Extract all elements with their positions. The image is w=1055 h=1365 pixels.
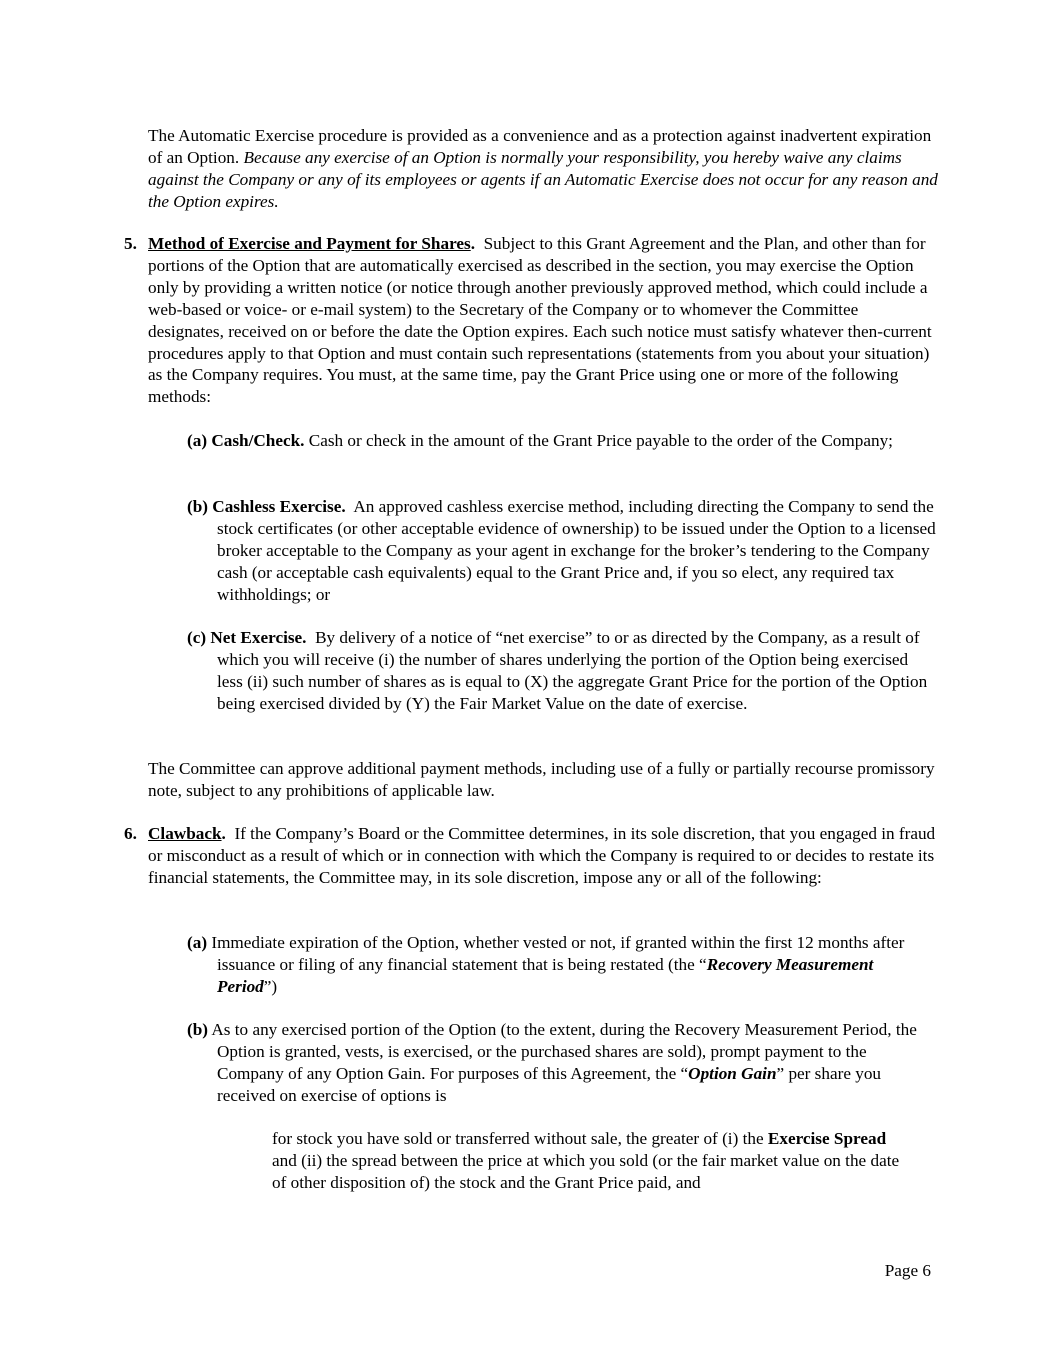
- item-text: Cash or check in the amount of the Grant Price payable to the order of the Company;: [308, 431, 893, 450]
- item-immediate-expiration: (a) Immediate expiration of the Option, whether vested or not, if granted within the first 12 months after issuance or filing of any financial statement that is being restated (the “Recovery Measurement Period”): [187, 933, 905, 996]
- item-label: (b) Cashless Exercise.: [187, 497, 346, 516]
- page-number: Page 6: [884, 1261, 931, 1280]
- item-label: (a): [187, 933, 208, 952]
- defined-term: Option Gain: [688, 1063, 777, 1083]
- section-6-heading: Clawback: [148, 824, 222, 843]
- intro-paragraph: [148, 125, 938, 213]
- section-6-paragraph: Clawback. If the Company’s Board or the Committee determines, in its sole discretion, that you engaged in fraud or misconduct as a result of which or in connection with which the Company is required to or decides to restate its financial statements, the Committee may, in its sole discretion, impose any or all of the following:: [148, 824, 936, 887]
- section-6-number: 6.: [124, 824, 137, 843]
- intro-italic: Because any exercise of an Option is normally your responsibility, you hereby waive any claims against the Company or any of its employees or agents if an Automatic Exercise does not occur for any reason and the Option expires.: [148, 147, 938, 211]
- item-text: An approved cashless exercise method, including directing the Company to send the stock certificates (or other acceptable evidence of ownership) to be issued under the Option to a licensed broker acceptable to the Company as your agent in exchange for the broker’s tendering to the Company cash (or acceptable cash equivalents) equal to the Grant Price and, if you so elect, any required tax withholdings; or: [217, 497, 936, 604]
- item-label: (a) Cash/Check.: [187, 431, 305, 450]
- item-cash-check: [187, 430, 937, 452]
- section-6-body: If the Company’s Board or the Committee determines, in its sole discretion, that you engaged in fraud or misconduct as a result of which or in connection with which the Company is required to or decides to restate its financial statements, the Committee may, in its sole discretion, impose any or all of the following:: [148, 824, 936, 887]
- item-net-exercise: [187, 627, 937, 715]
- section-5-paragraph: Method of Exercise and Payment for Shares. Subject to this Grant Agreement and the Plan, and other than for portions of the Option that are automatically exercised as described in the section, you may exercise the Option only by providing a written notice (or notice through another previously approved method, which could include a web-based or voice- or e-mail system) to the Secretary of the Company or to whomever the Committee designates, received on or before the date the Option expires. Each such notice must satisfy whatever then-current procedures apply to that Option and must contain such representations (statements from you about your situation) as the Company requires. You must, at the same time, pay the Grant Price using one or more of the following methods:: [148, 234, 932, 407]
- item-text: By delivery of a notice of “net exercise” to or as directed by the Company, as a result of which you will receive (i) the number of shares underlying the portion of the Option being exercised less (ii) such number of shares as is equal to (X) the aggregate Grant Price for the portion of the Option being exercised divided by (Y) the Fair Market Value on the date of exercise.: [217, 628, 928, 713]
- item-cashless-exercise: [187, 496, 937, 606]
- item-label: (b): [187, 1020, 209, 1039]
- defined-term: Exercise Spread: [767, 1129, 887, 1148]
- section-5-body: Subject to this Grant Agreement and the Plan, and other than for portions of the Option that are automatically exercised as described in the section, you may exercise the Option only by providing a written notice (or notice through another previously approved method, which could include a web-based or voice- or e-mail system) to the Secretary of the Company or to whomever the Committee designates, received on or before the date the Option expires. Each such notice must satisfy whatever then-current procedures apply to that Option and must contain such representations (statements from you about your situation) as the Company requires. You must, at the same time, pay the Grant Price using one or more of the following methods:: [148, 234, 932, 407]
- section-5-heading: Method of Exercise and Payment for Shares: [148, 234, 471, 253]
- option-gain-definition: for stock you have sold or transferred without sale, the greater of (i) the Exercise Spread and (ii) the spread between the price at which you sold (or the fair market value on the date of other disposition of) the stock and the Grant Price paid, and: [272, 1129, 900, 1192]
- section-5-number: 5.: [124, 234, 137, 253]
- intro-normal: The Automatic Exercise procedure is provided as a convenience and as a protection against inadvertent expiration of an Option.: [148, 126, 932, 167]
- section-5-closing: The Committee can approve additional payment methods, including use of a fully or partially recourse promissory note, subject to any prohibitions of applicable law.: [148, 759, 935, 800]
- item-option-gain: (b) As to any exercised portion of the Option (to the extent, during the Recovery Measurement Period, the Option is granted, vests, is exercised, or the purchased shares are sold), prompt payment to the Company of any Option Gain. For purposes of this Agreement, the “Option Gain” per share you received on exercise of options is: [187, 1020, 917, 1105]
- item-label: (c) Net Exercise.: [187, 628, 307, 647]
- defined-term: Recovery Measurement Period: [217, 954, 874, 996]
